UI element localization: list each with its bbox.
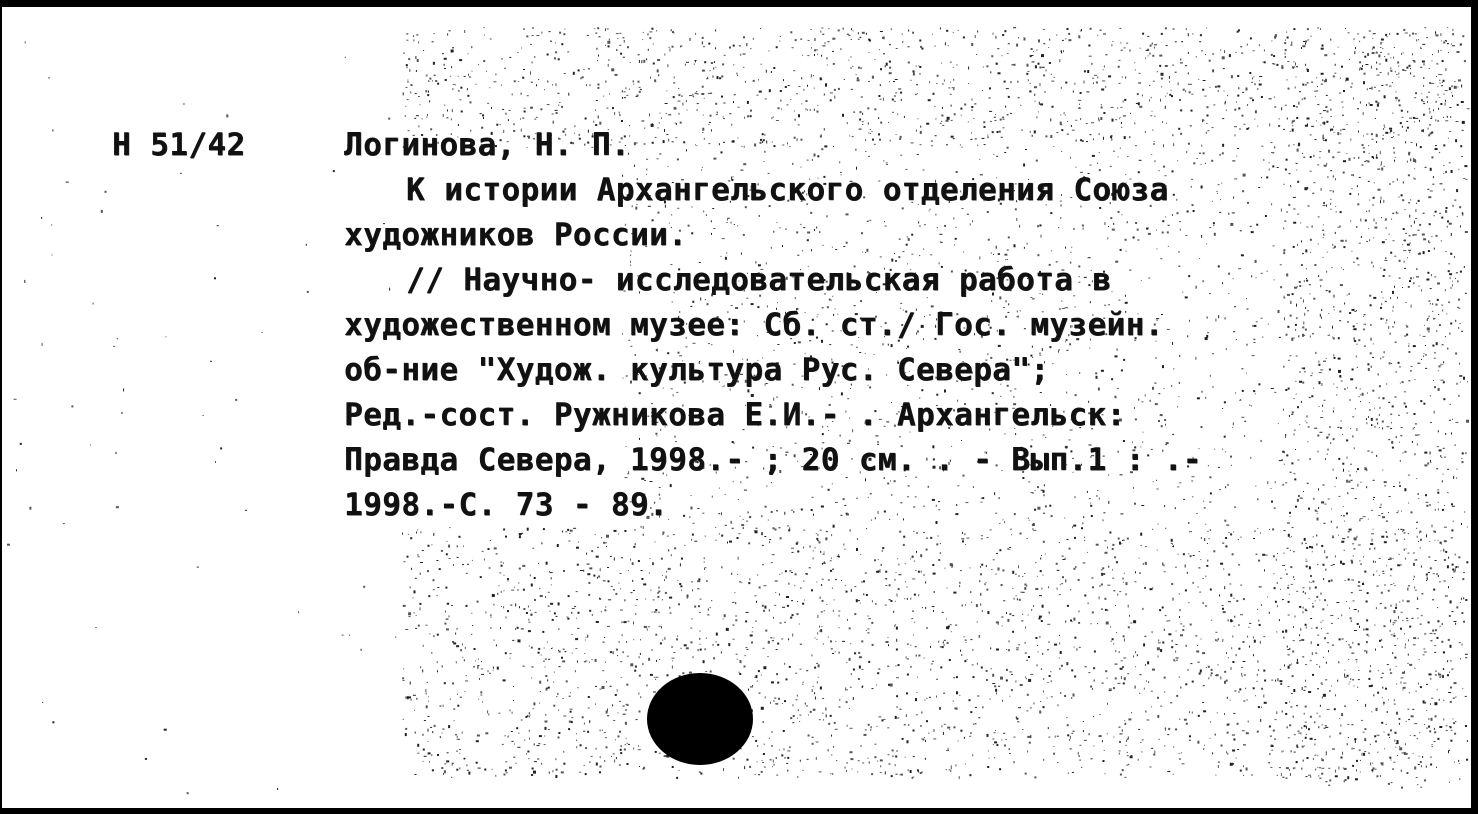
card-punch-hole	[647, 673, 753, 765]
author-name: Логинова, Н. П.	[344, 127, 630, 163]
call-number: Н 51/42	[112, 127, 246, 163]
title-line-2: художников России.	[344, 217, 688, 253]
title-line-1: К истории Архангельского отделения Союза	[406, 172, 1169, 208]
source-line-4: Ред.-сост. Ружникова Е.И.- . Архангельск:	[344, 397, 1126, 433]
bottom-border	[0, 808, 1478, 814]
source-line-3: об-ние "Худож. культура Рус. Севера";	[344, 352, 1050, 388]
source-line-1: // Научно- исследовательская работа в	[406, 262, 1112, 298]
source-line-2: художественном музее: Сб. ст./ Гос. музейн.	[344, 307, 1164, 343]
source-line-5: Правда Севера, 1998.- ; 20 см. . - Вып.1 : .-	[344, 442, 1202, 478]
pages-line: 1998.-С. 73 - 89.	[344, 487, 669, 523]
